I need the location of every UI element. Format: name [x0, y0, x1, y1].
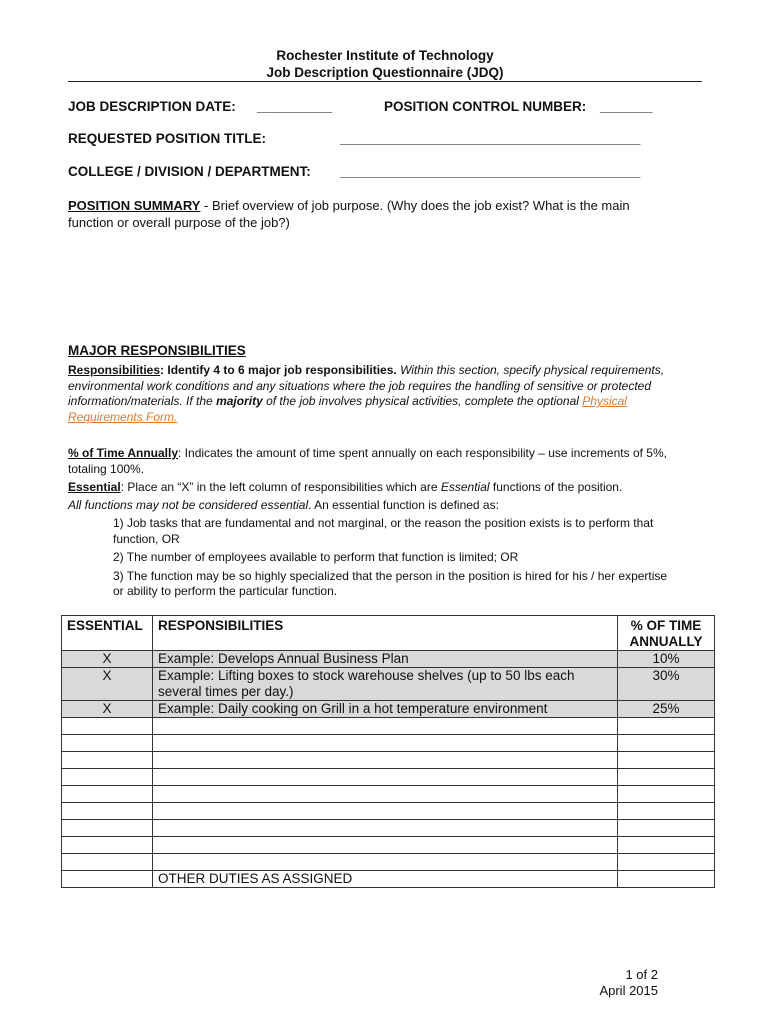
pct-cell[interactable]	[618, 803, 715, 820]
essential-cell[interactable]	[62, 820, 153, 837]
criterion-3b: or ability to perform the particular function.	[113, 584, 338, 598]
table-row	[62, 651, 715, 668]
essential-line2-italic: All functions may not be considered essential	[68, 498, 309, 512]
essential-cell[interactable]	[62, 854, 153, 871]
pct-cell[interactable]	[618, 854, 715, 871]
responsibility-cell[interactable]	[153, 854, 618, 871]
col-essential-header: ESSENTIAL	[62, 616, 153, 651]
pct-cell[interactable]	[618, 752, 715, 769]
pct-cell[interactable]	[618, 820, 715, 837]
criterion-1b: function, OR	[113, 531, 180, 546]
major-responsibilities-heading: MAJOR RESPONSIBILITIES	[68, 343, 246, 358]
essential-label: Essential	[68, 480, 121, 494]
criterion-1a: 1) Job tasks that are fundamental and not marginal, or the reason the position exists is to perform that	[113, 516, 654, 530]
position-summary-text: - Brief overview of job purpose. (Why does the job exist? What is the main	[200, 198, 630, 213]
table-row-empty	[62, 718, 715, 735]
table-row	[62, 668, 715, 701]
header-divider	[68, 81, 702, 82]
table-row-empty	[62, 735, 715, 752]
pct-time-text-1: : Indicates the amount of time spent annually on each responsibility – use increments of 5%,	[178, 446, 667, 460]
responsibility-cell[interactable]	[153, 803, 618, 820]
pcn-label: POSITION CONTROL NUMBER:	[384, 99, 587, 114]
responsibility-cell[interactable]: Example: Develops Annual Business Plan	[153, 651, 618, 668]
responsibility-cell[interactable]	[153, 718, 618, 735]
table-row-empty	[62, 837, 715, 854]
position-title-field[interactable]: ________________________________________	[340, 131, 641, 146]
form-title: Job Description Questionnaire (JDQ)	[266, 65, 504, 80]
essential-cell[interactable]	[62, 786, 153, 803]
responsibility-cell[interactable]	[153, 769, 618, 786]
table-row-other-duties	[62, 871, 715, 888]
essential-cell[interactable]	[62, 718, 153, 735]
criterion-3a: 3) The function may be so highly specialized that the person in the position is hired for his / her expertise	[113, 568, 668, 583]
responsibility-cell[interactable]	[153, 735, 618, 752]
essential-cell[interactable]	[62, 803, 153, 820]
essential-text-a: : Place an “X” in the left column of responsibilities which are	[120, 480, 441, 494]
col-pct-header	[618, 616, 715, 651]
responsibility-cell[interactable]	[153, 786, 618, 803]
department-label: COLLEGE / DIVISION / DEPARTMENT:	[68, 164, 311, 179]
responsibilities-italic-2: environmental work conditions and any situations where the job requires the handling of sensitive or protected	[68, 378, 652, 393]
position-summary	[68, 197, 708, 231]
table-row-empty	[62, 786, 715, 803]
responsibilities-instructions	[68, 363, 718, 425]
criterion-2: 2) The number of employees available to perform that function is limited; OR	[113, 550, 519, 564]
responsibilities-italic-1: Within this section, specify physical requirements,	[396, 363, 665, 377]
essential-cell[interactable]	[62, 735, 153, 752]
position-title-label: REQUESTED POSITION TITLE:	[68, 131, 267, 146]
pct-time-label: % of Time Annually	[68, 446, 179, 460]
essential-criteria-list	[113, 516, 713, 600]
pct-cell[interactable]: 25%	[618, 701, 715, 718]
revision-date: April 2015	[599, 983, 658, 998]
pct-time-text-2: totaling 100%.	[68, 461, 145, 476]
essential-line2-text: . An essential function is defined as:	[308, 498, 499, 512]
essential-cell[interactable]: X	[62, 701, 153, 718]
jd-date-label: JOB DESCRIPTION DATE:	[68, 99, 236, 114]
table-row-empty	[62, 854, 715, 871]
pct-cell[interactable]: 10%	[618, 651, 715, 668]
pct-cell[interactable]	[618, 735, 715, 752]
responsibilities-bold-text: : Identify 4 to 6 major job responsibilities.	[160, 363, 397, 377]
other-duties-cell: OTHER DUTIES AS ASSIGNED	[153, 871, 618, 888]
essential-cell[interactable]: X	[62, 651, 153, 668]
pct-cell[interactable]	[618, 837, 715, 854]
col-pct-header-1: % OF TIME	[630, 618, 702, 633]
position-summary-text-2: function or overall purpose of the job?)	[68, 215, 290, 230]
essential-cell[interactable]: X	[62, 668, 153, 701]
responsibility-cell[interactable]: Example: Lifting boxes to stock warehouse shelves (up to 50 lbs each several times per day.)	[153, 668, 618, 701]
essential-cell[interactable]	[62, 752, 153, 769]
responsibilities-table	[61, 615, 715, 888]
pct-cell[interactable]	[618, 786, 715, 803]
responsibilities-italic-3a: information/materials. If the	[68, 394, 217, 408]
responsibility-cell[interactable]: Example: Daily cooking on Grill in a hot temperature environment	[153, 701, 618, 718]
table-row-empty	[62, 752, 715, 769]
table-row-empty	[62, 820, 715, 837]
responsibility-cell[interactable]	[153, 837, 618, 854]
position-summary-heading: POSITION SUMMARY	[68, 198, 201, 213]
responsibility-cell[interactable]	[153, 752, 618, 769]
essential-cell[interactable]	[62, 837, 153, 854]
responsibilities-label: Responsibilities	[68, 363, 161, 377]
table-row-empty	[62, 769, 715, 786]
table-header-row	[62, 616, 715, 651]
table-row-empty	[62, 803, 715, 820]
pct-cell[interactable]	[618, 769, 715, 786]
col-pct-header-2: ANNUALLY	[629, 634, 703, 649]
physical-requirements-link-2[interactable]: Requirements Form.	[68, 409, 178, 424]
essential-cell[interactable]	[62, 871, 153, 888]
pct-time-definition	[68, 446, 718, 477]
essential-definition	[68, 480, 718, 496]
essential-text-b: Essential	[440, 480, 490, 494]
pct-cell[interactable]	[618, 718, 715, 735]
majority-word: majority	[216, 394, 263, 408]
physical-requirements-link[interactable]: Physical	[582, 394, 627, 408]
col-responsibilities-header: RESPONSIBILITIES	[153, 616, 618, 651]
jd-date-field[interactable]: __________	[257, 99, 333, 114]
page-number: 1 of 2	[625, 967, 658, 982]
essential-cell[interactable]	[62, 769, 153, 786]
pcn-field[interactable]: _______	[600, 99, 653, 114]
table-row	[62, 701, 715, 718]
responsibilities-italic-3c: of the job involves physical activities, complete the optional	[262, 394, 583, 408]
pct-cell[interactable]: 30%	[618, 668, 715, 701]
essential-definition-line2	[68, 498, 718, 514]
department-field[interactable]: ________________________________________	[340, 164, 641, 179]
responsibility-cell[interactable]	[153, 820, 618, 837]
essential-text-c: functions of the position.	[489, 480, 623, 494]
pct-cell[interactable]	[618, 871, 715, 888]
institution-name: Rochester Institute of Technology	[276, 48, 494, 63]
